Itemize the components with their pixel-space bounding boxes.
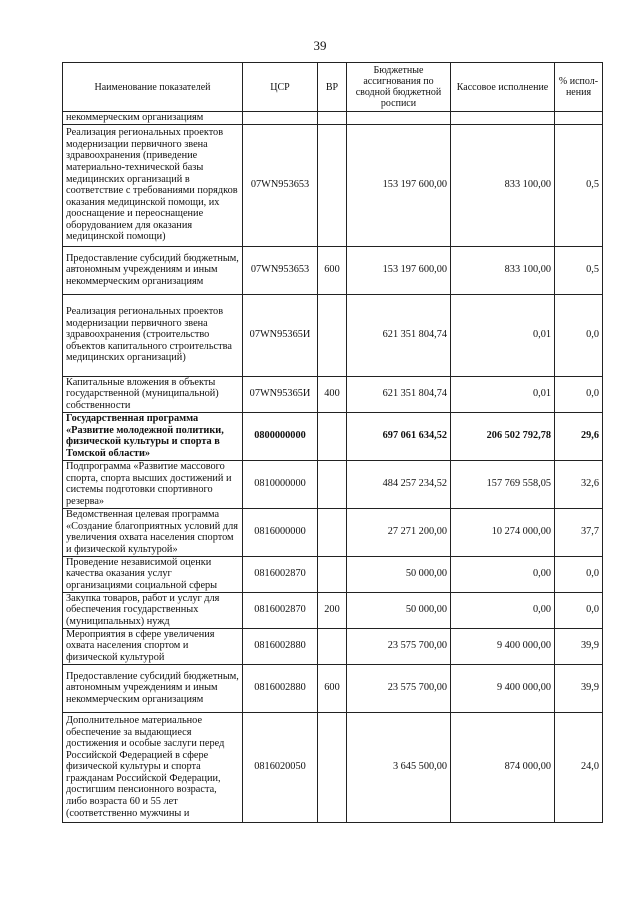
- cell-assigned: 50 000,00: [347, 592, 451, 628]
- cell-cash: 0,01: [451, 294, 555, 376]
- page-number: 39: [313, 38, 327, 53]
- cell-assigned: 621 351 804,74: [347, 294, 451, 376]
- table-row: [63, 376, 603, 412]
- cell-name: Закупка товаров, работ и услуг для обеспечения государственных (муниципальных) нужд: [63, 592, 243, 628]
- cell-assigned: 23 575 700,00: [347, 628, 451, 664]
- cell-cash: 9 400 000,00: [451, 664, 555, 712]
- cell-percent: 37,7: [555, 508, 603, 556]
- cell-csr: 0816002870: [243, 592, 318, 628]
- cell-csr: 07WN953653: [243, 246, 318, 294]
- cell-assigned: 621 351 804,74: [347, 376, 451, 412]
- table-row: [63, 112, 603, 125]
- cell-name: Проведение независимой оценки качества оказания услуг организациями социальной сферы: [63, 556, 243, 592]
- table-header-row: [63, 63, 603, 112]
- cell-assigned: [347, 112, 451, 125]
- cell-assigned: 50 000,00: [347, 556, 451, 592]
- cell-csr: 0800000000: [243, 412, 318, 460]
- cell-cash: [451, 112, 555, 125]
- cell-vr: [318, 124, 347, 246]
- table-row: [63, 460, 603, 508]
- table-row: [63, 246, 603, 294]
- cell-vr: 200: [318, 592, 347, 628]
- cell-vr: [318, 460, 347, 508]
- cell-cash: 10 274 000,00: [451, 508, 555, 556]
- cell-csr: 0816002880: [243, 664, 318, 712]
- cell-csr: 07WN95365И: [243, 294, 318, 376]
- cell-csr: 07WN95365И: [243, 376, 318, 412]
- cell-cash: 874 000,00: [451, 712, 555, 822]
- cell-csr: 0816002880: [243, 628, 318, 664]
- cell-percent: 0,0: [555, 376, 603, 412]
- header-name: Наименование показателей: [63, 63, 243, 112]
- cell-csr: 07WN953653: [243, 124, 318, 246]
- cell-vr: 600: [318, 664, 347, 712]
- table-row: [63, 294, 603, 376]
- cell-percent: 32,6: [555, 460, 603, 508]
- table-row: [63, 712, 603, 822]
- cell-percent: 0,5: [555, 246, 603, 294]
- cell-percent: 0,5: [555, 124, 603, 246]
- cell-percent: 0,0: [555, 592, 603, 628]
- header-cash: Кассовое исполнение: [451, 63, 555, 112]
- cell-cash: 206 502 792,78: [451, 412, 555, 460]
- header-assigned: Бюджетные ассигнования по сводной бюджетной росписи: [347, 63, 451, 112]
- cell-percent: 0,0: [555, 294, 603, 376]
- table-row: [63, 628, 603, 664]
- cell-percent: 0,0: [555, 556, 603, 592]
- table-row: [63, 592, 603, 628]
- cell-vr: 600: [318, 246, 347, 294]
- table-row: [63, 508, 603, 556]
- cell-name: некоммерческим организациям: [63, 112, 243, 125]
- cell-name: Капитальные вложения в объекты государственной (муниципальной) собственности: [63, 376, 243, 412]
- cell-percent: 39,9: [555, 664, 603, 712]
- cell-percent: [555, 112, 603, 125]
- cell-cash: 0,00: [451, 556, 555, 592]
- cell-name: Реализация региональных проектов модернизации первичного звена здравоохранения (строительство объектов капитального строительства медицинских организаций): [63, 294, 243, 376]
- cell-vr: [318, 712, 347, 822]
- cell-name: Подпрограмма «Развитие массового спорта, спорта высших достижений и системы подготовки спортивного резерва»: [63, 460, 243, 508]
- table-row: [63, 556, 603, 592]
- cell-percent: 29,6: [555, 412, 603, 460]
- header-percent: % испол-нения: [555, 63, 603, 112]
- cell-cash: 833 100,00: [451, 246, 555, 294]
- cell-cash: 0,00: [451, 592, 555, 628]
- table-row: [63, 412, 603, 460]
- budget-table: [62, 62, 603, 823]
- cell-csr: 0810000000: [243, 460, 318, 508]
- cell-cash: 0,01: [451, 376, 555, 412]
- cell-vr: [318, 294, 347, 376]
- cell-name: Дополнительное материальное обеспечение за выдающиеся достижения и особые заслуги перед Российской Федерацией в сфере физической культуры и спорта гражданам Российской Федерации, достигшим пенсионного возраста, либо возраста 60 и 55 лет (соответственно мужчины и: [63, 712, 243, 822]
- cell-vr: [318, 628, 347, 664]
- cell-cash: 9 400 000,00: [451, 628, 555, 664]
- cell-cash: 157 769 558,05: [451, 460, 555, 508]
- cell-vr: [318, 556, 347, 592]
- cell-assigned: 153 197 600,00: [347, 246, 451, 294]
- cell-csr: [243, 112, 318, 125]
- header-csr: ЦСР: [243, 63, 318, 112]
- cell-name: Мероприятия в сфере увеличения охвата населения спортом и физической культурой: [63, 628, 243, 664]
- header-vr: ВР: [318, 63, 347, 112]
- cell-assigned: 484 257 234,52: [347, 460, 451, 508]
- cell-assigned: 23 575 700,00: [347, 664, 451, 712]
- cell-assigned: 697 061 634,52: [347, 412, 451, 460]
- cell-percent: 24,0: [555, 712, 603, 822]
- cell-name: Предоставление субсидий бюджетным, автономным учреждениям и иным некоммерческим организациям: [63, 664, 243, 712]
- cell-name: Предоставление субсидий бюджетным, автономным учреждениям и иным некоммерческим организациям: [63, 246, 243, 294]
- cell-csr: 0816002870: [243, 556, 318, 592]
- cell-assigned: 153 197 600,00: [347, 124, 451, 246]
- cell-percent: 39,9: [555, 628, 603, 664]
- cell-name: Реализация региональных проектов модернизации первичного звена здравоохранения (приведение материально-технической базы медицинских организаций в соответствие с требованиями порядков оказания медицинской помощи, их дооснащение и переоснащение оборудованием для оказания медицинской помощи): [63, 124, 243, 246]
- cell-name: Государственная программа «Развитие молодежной политики, физической культуры и спорта в Томской области»: [63, 412, 243, 460]
- cell-name: Ведомственная целевая программа «Создание благоприятных условий для увеличения охвата населения спортом и физической культурой»: [63, 508, 243, 556]
- cell-cash: 833 100,00: [451, 124, 555, 246]
- table-row: [63, 664, 603, 712]
- cell-vr: [318, 112, 347, 125]
- cell-vr: 400: [318, 376, 347, 412]
- cell-assigned: 3 645 500,00: [347, 712, 451, 822]
- cell-vr: [318, 508, 347, 556]
- cell-csr: 0816000000: [243, 508, 318, 556]
- cell-vr: [318, 412, 347, 460]
- cell-assigned: 27 271 200,00: [347, 508, 451, 556]
- table-row: [63, 124, 603, 246]
- cell-csr: 0816020050: [243, 712, 318, 822]
